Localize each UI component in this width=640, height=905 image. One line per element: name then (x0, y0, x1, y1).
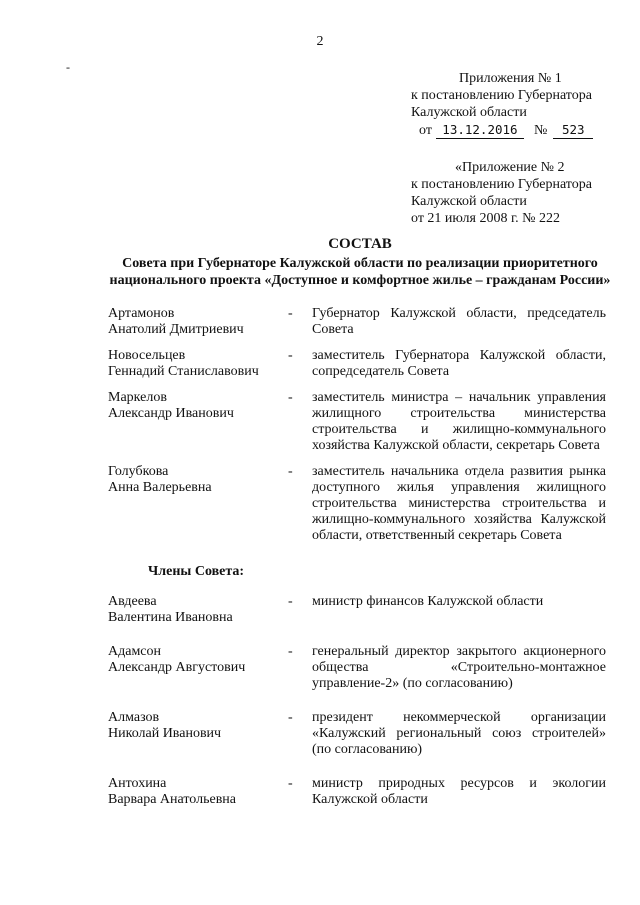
member-given-name: Варвара Анатольевна (108, 792, 237, 807)
member-position: Губернатор Калужской области, председатель Совета (312, 306, 606, 337)
member-dash: - (288, 710, 293, 725)
member-name (108, 710, 288, 758)
member-surname: Авдеева (108, 594, 157, 609)
member-dash: - (288, 594, 293, 609)
member-given-name: Александр Иванович (108, 406, 234, 421)
appendix1-date-row (411, 121, 593, 139)
member-row (108, 306, 608, 338)
member-name (108, 390, 288, 454)
member-surname: Артамонов (108, 306, 175, 321)
member-position: заместитель министра – начальник управления жилищного строительства министерства строительства и жилищно-коммунального хозяйства Калужской области, секретарь Совета (312, 390, 606, 453)
document-title (100, 236, 620, 289)
member-surname: Маркелов (108, 390, 167, 405)
appendix1-no-label: № (533, 123, 548, 138)
member-name (108, 464, 288, 544)
member-dash: - (288, 776, 293, 791)
member-name (108, 594, 288, 626)
member-row (108, 348, 608, 380)
margin-mark: - (66, 60, 70, 74)
appendix1-line2: к постановлению Губернатора (411, 88, 592, 103)
appendix2-title: «Приложение № 2 (455, 160, 565, 175)
appendix2-line4: от 21 июля 2008 г. № 222 (411, 211, 560, 226)
member-given-name: Анна Валерьевна (108, 480, 212, 495)
member-name (108, 306, 288, 338)
member-given-name: Валентина Ивановна (108, 610, 233, 625)
title-main: СОСТАВ (328, 236, 392, 252)
members-heading: Члены Совета: (148, 564, 245, 579)
member-surname: Голубкова (108, 464, 169, 479)
member-position: заместитель начальника отдела развития рынка доступного жилья управления жилищного строительства министерства строительства и жилищно-коммунального хозяйства Калужской области, ответственный секретарь Совета (312, 464, 606, 543)
member-row (108, 594, 608, 626)
member-surname: Адамсон (108, 644, 162, 659)
member-row (108, 390, 608, 454)
appendix1-number: 523 (553, 121, 593, 139)
appendix1-block (411, 70, 593, 139)
appendix1-title: Приложения № 1 (459, 71, 562, 86)
member-position: министр природных ресурсов и экологии Калужской области (312, 776, 606, 807)
member-given-name: Николай Иванович (108, 726, 222, 741)
member-dash: - (288, 348, 293, 363)
member-row (108, 644, 608, 692)
council-list (108, 306, 608, 808)
member-name (108, 644, 288, 692)
title-sub1: Совета при Губернаторе Калужской области по реализации приоритетного (122, 256, 598, 271)
member-position: заместитель Губернатора Калужской области, сопредседатель Совета (312, 348, 606, 379)
appendix2-line2: к постановлению Губернатора (411, 177, 592, 192)
member-dash: - (288, 644, 293, 659)
member-name (108, 776, 288, 808)
member-position: министр финансов Калужской области (312, 594, 544, 609)
appendix1-date: 13.12.2016 (436, 121, 524, 139)
member-surname: Новосельцев (108, 348, 186, 363)
member-dash: - (288, 390, 293, 405)
appendix2-block (411, 159, 592, 227)
title-sub2: национального проекта «Доступное и комфортное жилье – гражданам России» (109, 273, 611, 288)
member-position: президент некоммерческой организации «Калужский региональный союз строителей» (по согласованию) (312, 710, 606, 757)
appendix1-line3: Калужской области (411, 105, 527, 120)
member-given-name: Александр Августович (108, 660, 246, 675)
member-surname: Антохина (108, 776, 167, 791)
member-given-name: Анатолий Дмитриевич (108, 322, 244, 337)
appendix1-from-label: от (419, 123, 432, 138)
member-row (108, 710, 608, 758)
member-position: генеральный директор закрытого акционерного общества «Строительно-монтажное управление-2» (по согласованию) (312, 644, 606, 691)
member-dash: - (288, 306, 293, 321)
page-number: 2 (316, 34, 324, 49)
member-name (108, 348, 288, 380)
member-dash: - (288, 464, 293, 479)
member-row (108, 776, 608, 808)
member-given-name: Геннадий Станиславович (108, 364, 259, 379)
member-surname: Алмазов (108, 710, 160, 725)
appendix2-line3: Калужской области (411, 194, 527, 209)
member-row (108, 464, 608, 544)
